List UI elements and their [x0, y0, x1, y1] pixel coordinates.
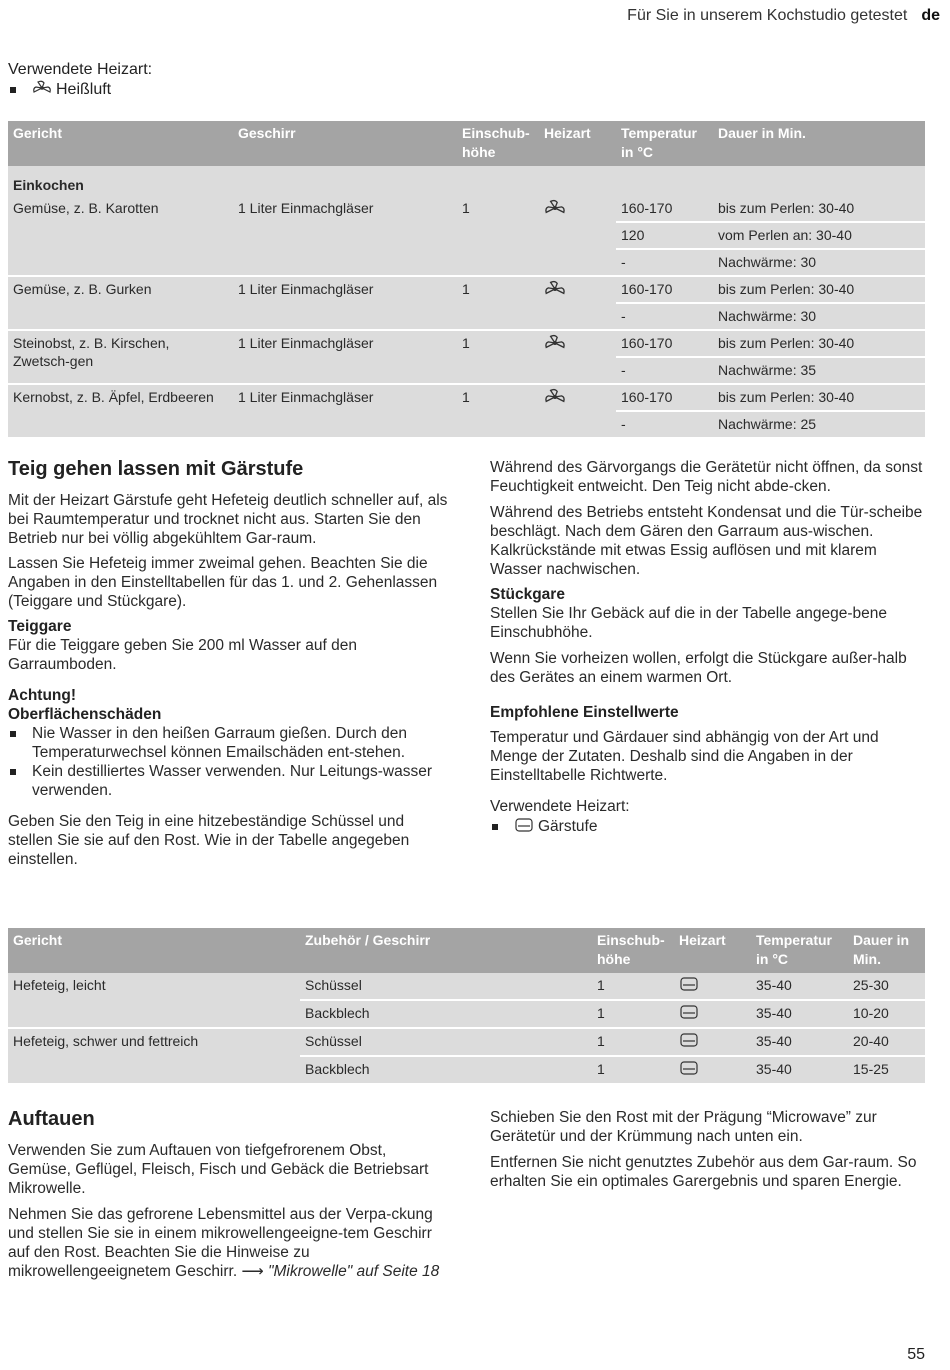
paragraph: Lassen Sie Hefeteig immer zweimal gehen. Beachten Sie die Angaben in den Einstelltabellen für das 1. und 2. Gehenlassen (Teiggare und Stückgare). [8, 555, 438, 610]
col-header-level: Einschub- höhe [592, 928, 674, 973]
table-row: Backblech 1 35-40 10-20 [8, 1000, 925, 1028]
heating-mode-block-top [8, 61, 152, 99]
col-header-vessel: Geschirr [233, 121, 457, 166]
table-row: 120 vom Perlen an: 30-40 [8, 222, 925, 249]
col-header-dish: Gericht [8, 121, 233, 166]
paragraph: Temperatur und Gärdauer sind abhängig von der Art und Menge der Zutaten. Deshalb sind die Angaben in der Einstelltabelle Richtwerte. [490, 729, 879, 784]
list-item: Nie Wasser in den heißen Garraum gießen. Durch den Temperaturwechsel können Emailschäden ent-stehen. [8, 724, 448, 762]
section-heading: Teig gehen lassen mit Gärstufe [8, 458, 304, 480]
heating-mode-name: Heißluft [56, 81, 112, 98]
fan-icon [544, 199, 566, 217]
paragraph: Mit der Heizart Gärstufe geht Hefeteig deutlich schneller auf, als bei Raumtemperatur und trocknet nicht aus. Starten Sie den Betrieb nur bei völlig abgekühltem Gar-raum. [8, 492, 448, 547]
language-code: de [921, 7, 940, 24]
auftauen-right-column [490, 1108, 926, 1191]
proofing-icon [679, 1004, 699, 1020]
table-row: Hefeteig, schwer und fettreich Schüssel 1 35-40 20-40 [8, 1028, 925, 1056]
paragraph: Schieben Sie den Rost mit der Prägung “Microwave” zur Gerätetür und der Krümmung nach unten ein. [490, 1109, 877, 1145]
table-row: Gemüse, z. B. Gurken 1 Liter Einmachgläser 1 160-170 bis zum Perlen: 30-40 [8, 276, 925, 303]
section-title: Einkochen [13, 177, 84, 193]
paragraph: Wenn Sie vorheizen wollen, erfolgt die Stückgare außer-halb des Gerätes an einem warmen Ort. [490, 650, 907, 686]
fan-icon [544, 388, 566, 406]
paragraph: Für die Teiggare geben Sie 200 ml Wasser auf den Garraumboden. [8, 637, 357, 673]
page-header [627, 7, 940, 25]
subheading: Stückgare [490, 586, 565, 603]
col-header-temp: Temperatur in °C [616, 121, 713, 166]
col-header-heating: Heizart [674, 928, 751, 973]
proofing-icon [679, 1060, 699, 1076]
table-header-row [8, 928, 925, 973]
col-header-heating: Heizart [539, 121, 616, 166]
fan-icon [544, 280, 566, 298]
paragraph: Während des Gärvorgangs die Gerätetür nicht öffnen, da sonst Feuchtigkeit entweicht. Den Teig nicht abde-cken. [490, 459, 923, 495]
section-heading: Auftauen [8, 1108, 95, 1130]
table-row: - Nachwärme: 30 [8, 303, 925, 330]
heating-mode-item [490, 817, 926, 836]
proofing-icon [514, 817, 534, 833]
paragraph: Geben Sie den Teig in eine hitzebeständige Schüssel und stellen Sie sie auf den Rost. Wie in der Tabelle angegeben einstellen. [8, 813, 410, 868]
list-item: Kein destilliertes Wasser verwenden. Nur Leitungs-wasser verwenden. [8, 762, 448, 800]
table-row: Hefeteig, leicht Schüssel 1 35-40 25-30 [13, 977, 889, 993]
table-row: - Nachwärme: 25 [8, 411, 925, 437]
einkochen-table [8, 121, 925, 437]
section-row [8, 166, 925, 196]
teig-left-column [8, 458, 448, 869]
subheading: Empfohlene Einstellwerte [490, 704, 679, 721]
table-row: Kernobst, z. B. Äpfel, Erdbeeren 1 Liter Einmachgläser 1 160-170 bis zum Perlen: 30-40 [8, 384, 925, 411]
table-row: Backblech 1 35-40 15-25 [8, 1056, 925, 1083]
col-header-temp: Temperatur in °C [751, 928, 848, 973]
table-row: Steinobst, z. B. Kirschen, Zwetsch-gen 1 Liter Einmachgläser 1 160-170 bis zum Perlen: 30-40 [8, 330, 925, 357]
auftauen-left-column [8, 1108, 448, 1281]
arrow-right-icon: ⟶ [241, 1263, 264, 1280]
proofing-icon [679, 976, 699, 992]
heating-mode-label: Verwendete Heizart: [490, 798, 630, 815]
warning-subheading: Oberflächenschäden [8, 706, 162, 723]
paragraph: Entfernen Sie nicht genutztes Zubehör aus dem Gar-raum. So erhalten Sie ein optimales Garergebnis und sparen Energie. [490, 1154, 917, 1190]
paragraph: Stellen Sie Ihr Gebäck auf die in der Tabelle angege-bene Einschubhöhe. [490, 605, 887, 641]
page-reference-link[interactable]: "Mikrowelle" auf Seite 18 [268, 1263, 440, 1280]
heating-mode-item [8, 80, 152, 99]
heating-mode-name: Gärstufe [538, 818, 598, 835]
fan-icon [544, 334, 566, 352]
table-row: - Nachwärme: 35 [8, 357, 925, 384]
col-header-duration: Dauer in Min. [713, 121, 925, 166]
col-header-duration: Dauer in Min. [848, 928, 925, 973]
col-header-dish: Gericht [8, 928, 300, 973]
warning-heading: Achtung! [8, 687, 77, 704]
table-header-row [8, 121, 925, 166]
gaerstufe-table [8, 928, 925, 1083]
teig-right-column [490, 458, 926, 836]
table-row: Gemüse, z. B. Karotten 1 Liter Einmachgläser 1 160-170 bis zum Perlen: 30-40 [13, 200, 855, 216]
col-header-level: Einschub- höhe [457, 121, 539, 166]
header-title: Für Sie in unserem Kochstudio getestet [627, 7, 908, 24]
col-header-accessory: Zubehör / Geschirr [300, 928, 592, 973]
subheading: Teiggare [8, 618, 72, 635]
heating-mode-label: Verwendete Heizart: [8, 61, 153, 78]
page-number: 55 [907, 1346, 925, 1363]
paragraph: Verwenden Sie zum Auftauen von tiefgefrorenem Obst, Gemüse, Geflügel, Fleisch, Fisch und Gebäck die Betriebsart Mikrowelle. [8, 1142, 429, 1197]
paragraph: Nehmen Sie das gefrorene Lebensmittel aus der Verpa-ckung und stellen Sie sie in einem mikrowellengeeigne-tem Geschirr auf den Rost. Beachten Sie die Hinweise zu mikrowellengeeignetem Geschirr. ⟶ "Mikrowelle" auf Seite 18 [8, 1206, 440, 1280]
proofing-icon [679, 1032, 699, 1048]
table-row: - Nachwärme: 30 [8, 249, 925, 276]
paragraph: Während des Betriebs entsteht Kondensat und die Tür-scheibe beschlägt. Nach dem Gären den Garraum aus-wischen. Kalkrückstände mit etwas Essig auflösen und mit klarem Wasser nachwischen. [490, 504, 923, 578]
fan-icon [32, 80, 52, 96]
